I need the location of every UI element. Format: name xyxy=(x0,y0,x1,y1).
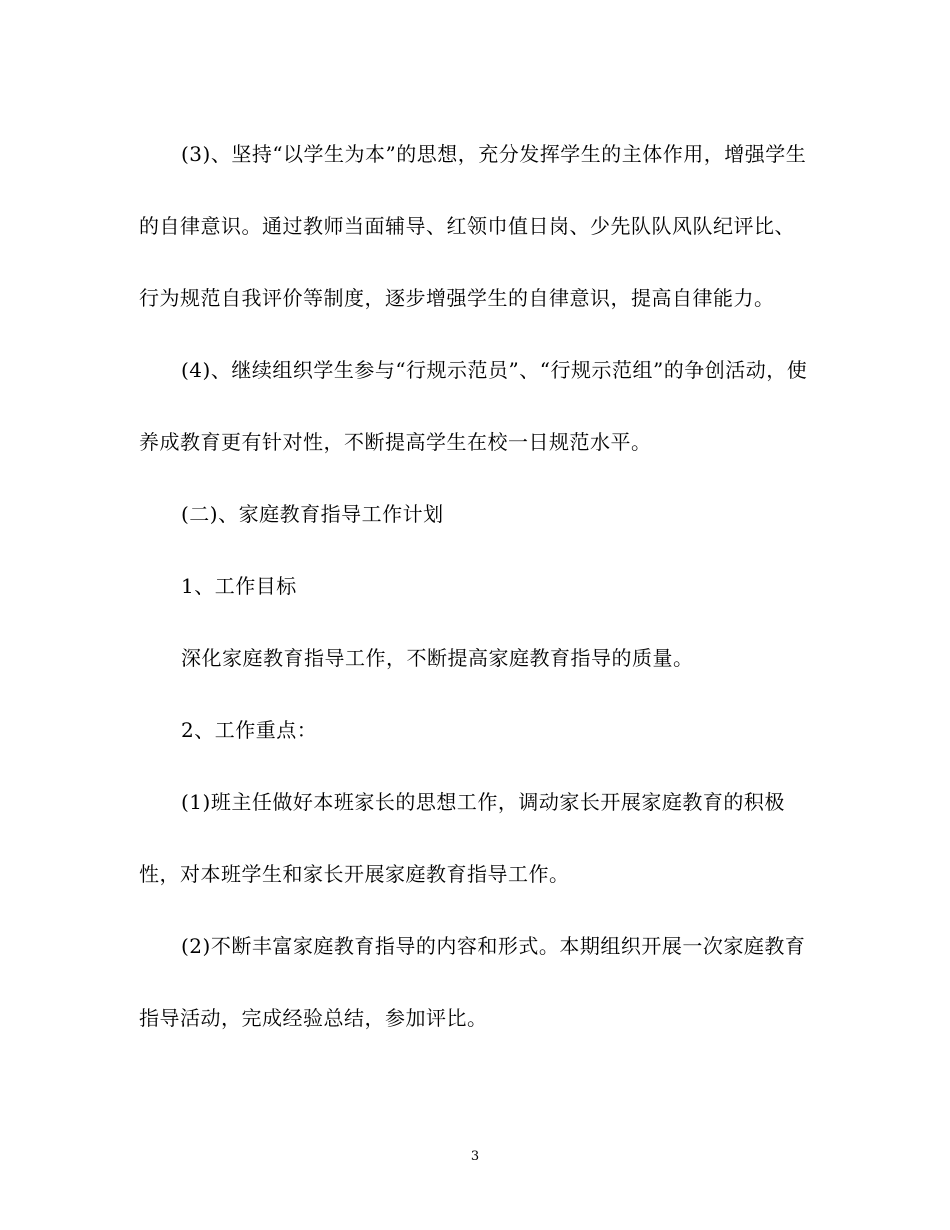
subheading-work-goal: 1、工作目标 xyxy=(181,574,297,598)
paragraph-3-self-discipline: (3)、坚持“以学生为本”的思想，充分发挥学生的主体作用，增强学生的自律意识。通过教师当面辅导、红领巾值日岗、少先队队风队纪评比、行为规范自我评价等制度，逐步增强学生的自律意识，提高自律能力。 xyxy=(139,142,807,310)
page-number: 3 xyxy=(470,1149,480,1164)
subheading-work-focus: 2、工作重点： xyxy=(181,718,318,742)
paragraph-4-model-activity: (4)、继续组织学生参与“行规示范员”、“行规示范组”的争创活动，使养成教育更有针对性，不断提高学生在校一日规范水平。 xyxy=(139,358,808,454)
paragraph-focus-1: (1)班主任做好本班家长的思想工作，调动家长开展家庭教育的积极性，对本班学生和家长开展家庭教育指导工作。 xyxy=(139,790,785,886)
paragraph-focus-2: (2)不断丰富家庭教育指导的内容和形式。本期组织开展一次家庭教育指导活动，完成经验总结，参加评比。 xyxy=(139,934,806,1030)
paragraph-work-goal: 深化家庭教育指导工作，不断提高家庭教育指导的质量。 xyxy=(181,646,694,670)
document-body xyxy=(139,118,814,1054)
section-heading-family-education: (二)、家庭教育指导工作计划 xyxy=(181,502,444,526)
